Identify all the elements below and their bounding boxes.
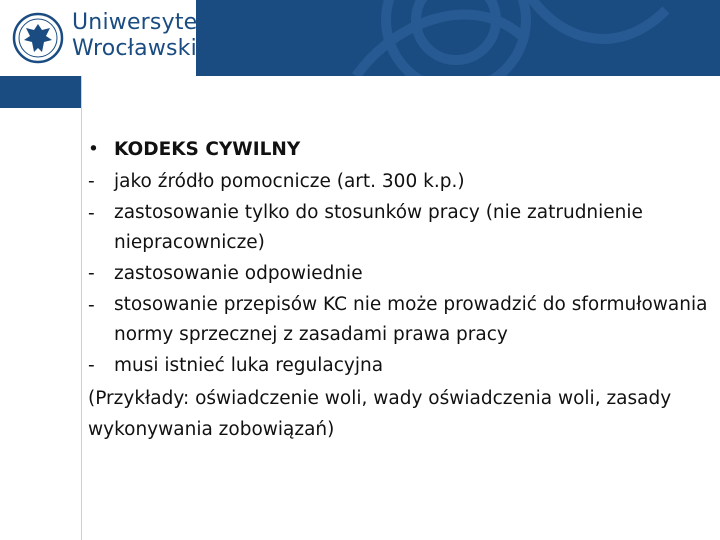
dash-marker: - xyxy=(88,355,95,376)
list-item-text: jako źródło pomocnicze (art. 300 k.p.) xyxy=(114,171,465,192)
list-item xyxy=(88,290,716,350)
left-accent-rule xyxy=(0,106,82,108)
list-item xyxy=(88,198,716,258)
list-item-text: stosowanie przepisów KC nie może prowadzić do sformułowania normy sprzecznej z zasadami prawa pracy xyxy=(114,294,708,345)
dash-marker: - xyxy=(88,171,95,192)
left-accent-block xyxy=(0,76,82,106)
dash-marker: - xyxy=(88,263,95,284)
university-logo[interactable] xyxy=(0,0,207,76)
list-item-text: musi istnieć luka regulacyjna xyxy=(114,355,384,376)
header-decoration xyxy=(196,0,720,76)
list-item xyxy=(88,166,716,198)
dash-marker: - xyxy=(88,295,95,316)
dash-marker: - xyxy=(88,203,95,224)
list-item xyxy=(88,258,716,290)
university-name-line2: Wrocławski xyxy=(72,36,197,61)
examples-note: (Przykłady: oświadczenie woli, wady oświadczenia woli, zasady wykonywania zobowiązań) xyxy=(88,388,672,440)
list-heading: KODEKS CYWILNY xyxy=(114,139,301,160)
vertical-divider xyxy=(81,76,82,540)
left-strip xyxy=(0,76,82,540)
slide-content xyxy=(88,134,716,445)
list-item-text: zastosowanie tylko do stosunków pracy (nie zatrudnienie niepracownicze) xyxy=(114,202,643,253)
university-name xyxy=(72,10,206,62)
list-item-text: zastosowanie odpowiednie xyxy=(114,263,363,284)
header-band xyxy=(196,0,720,76)
university-name-line1: Uniwersytet xyxy=(72,10,207,35)
list-item xyxy=(88,134,716,166)
bullet-marker: • xyxy=(88,139,99,160)
list-item xyxy=(88,350,716,382)
eagle-crest-icon xyxy=(12,10,64,66)
